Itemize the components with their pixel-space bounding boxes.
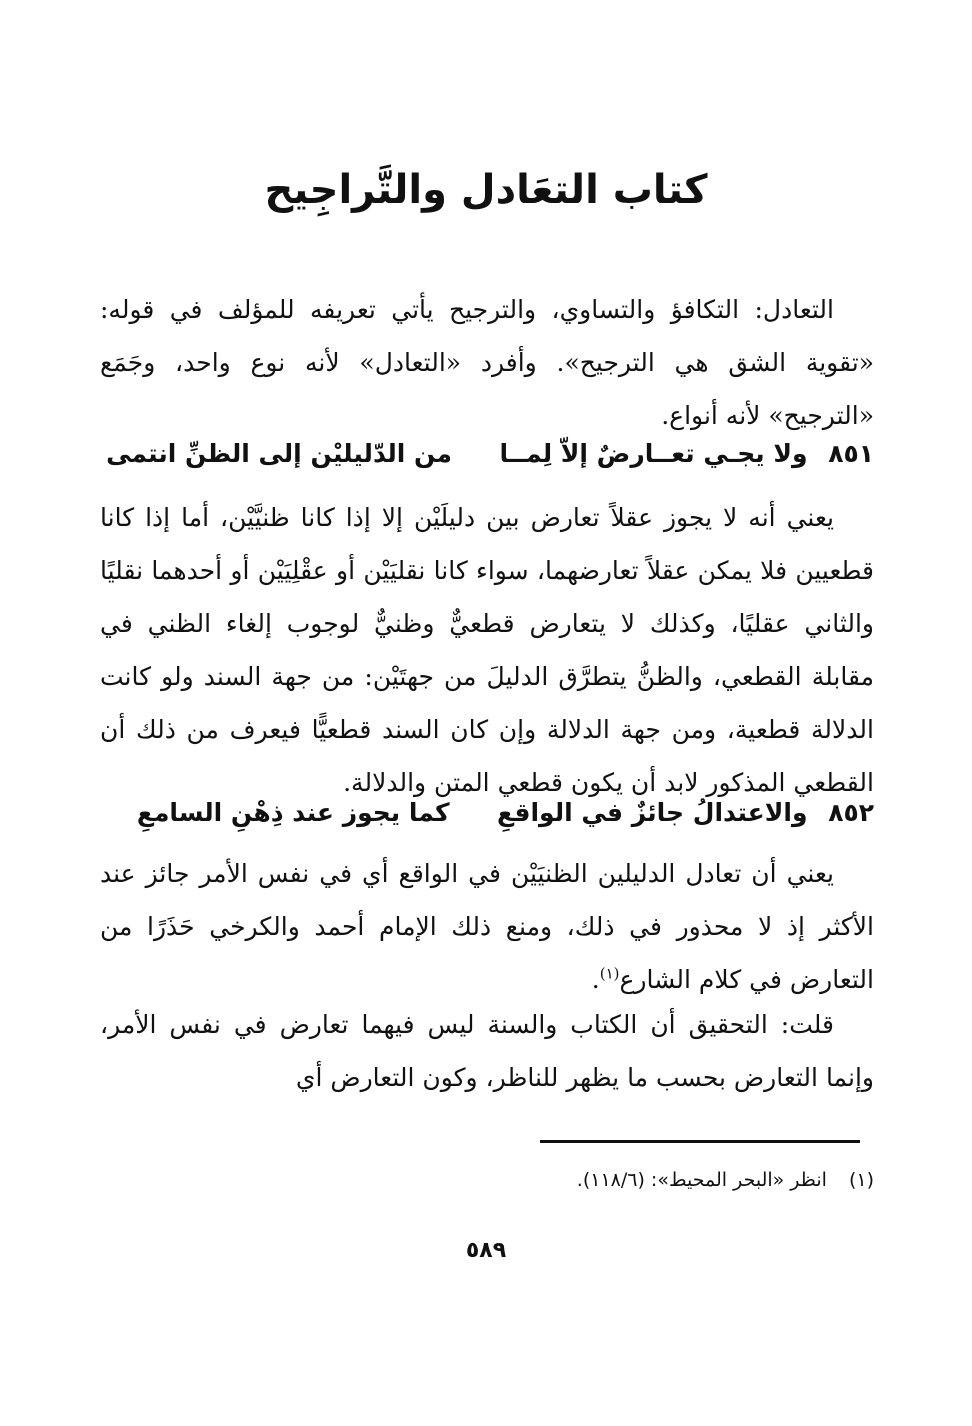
chapter-title: كتاب التعَادل والتَّراجِيح	[264, 167, 708, 213]
commentary-852-text: يعني أن تعادل الدليلين الظنيَيْن في الواقع أي في نفس الأمر جائز عند الأكثر إذ لا محذور في ذلك، ومنع ذلك الإمام أحمد والكرخي حَذَرًا من التعارض في كلام الشارع	[100, 859, 874, 994]
footnote-text: انظر «البحر المحيط»: (١١٨/٦).	[576, 1169, 827, 1191]
verse-number: ٨٥٢	[828, 798, 874, 827]
verse-first-half: ولا يجـي تعــارضٌ إلاّ لِمــا	[499, 439, 808, 468]
verse-first-half: والاعتدالُ جائزٌ في الواقعِ	[497, 798, 808, 827]
qult-text: قلت: التحقيق أن الكتاب والسنة ليس فيهما تعارض في نفس الأمر، وإنما التعارض بحسب ما يظهر للناظر، وكون التعارض أي	[100, 1010, 874, 1092]
verse-number: ٨٥١	[828, 439, 874, 468]
page-number: ٥٨٩	[465, 1238, 507, 1263]
footnote-number: (١)	[848, 1169, 874, 1191]
verse-second-half: كما يجوز عند ذِهْنِ السامعِ	[136, 798, 450, 827]
intro-text: التعادل: التكافؤ والتساوي، والترجيح يأتي تعريفه للمؤلف في قوله: «تقوية الشق هي الترجيح». وأفرد «التعادل» لأنه نوع واحد، وجَمَع «الترجيح» لأنه أنواع.	[100, 295, 874, 430]
sentence-end: .	[591, 965, 600, 994]
commentary-852	[100, 847, 874, 1006]
qult-paragraph	[100, 998, 874, 1104]
footnote	[100, 1165, 874, 1195]
verse-second-half: من الدّليليْن إلى الظنِّ انتمى	[106, 439, 453, 468]
intro-paragraph	[100, 283, 874, 442]
commentary-851	[100, 491, 874, 809]
verse-852	[100, 793, 874, 833]
verse-851	[100, 434, 874, 474]
footnote-marker[interactable]: (١)	[599, 964, 620, 983]
footnote-divider	[540, 1140, 860, 1143]
commentary-851-text: يعني أنه لا يجوز عقلاً تعارض بين دليلَيْن إلا إذا كانا ظنيَّيْن، أما إذا كانا قطعيين فلا يمكن عقلاً تعارضهما، سواء كانا نقليَيْن أو عقْلِيَيْن أو أحدهما نقليًا والثاني عقليًا، وكذلك لا يتعارض قطعيٌّ وظنيٌّ لوجوب إلغاء الظني في مقابلة القطعي، والظنُّ يتطرَّق الدليلَ من جهتَيْن: من جهة السند ولو كانت الدلالة قطعية، ومن جهة الدلالة وإن كان السند قطعيًّا فيعرف من ذلك أن القطعي المذكور لابد أن يكون قطعي المتن والدلالة.	[100, 503, 874, 797]
